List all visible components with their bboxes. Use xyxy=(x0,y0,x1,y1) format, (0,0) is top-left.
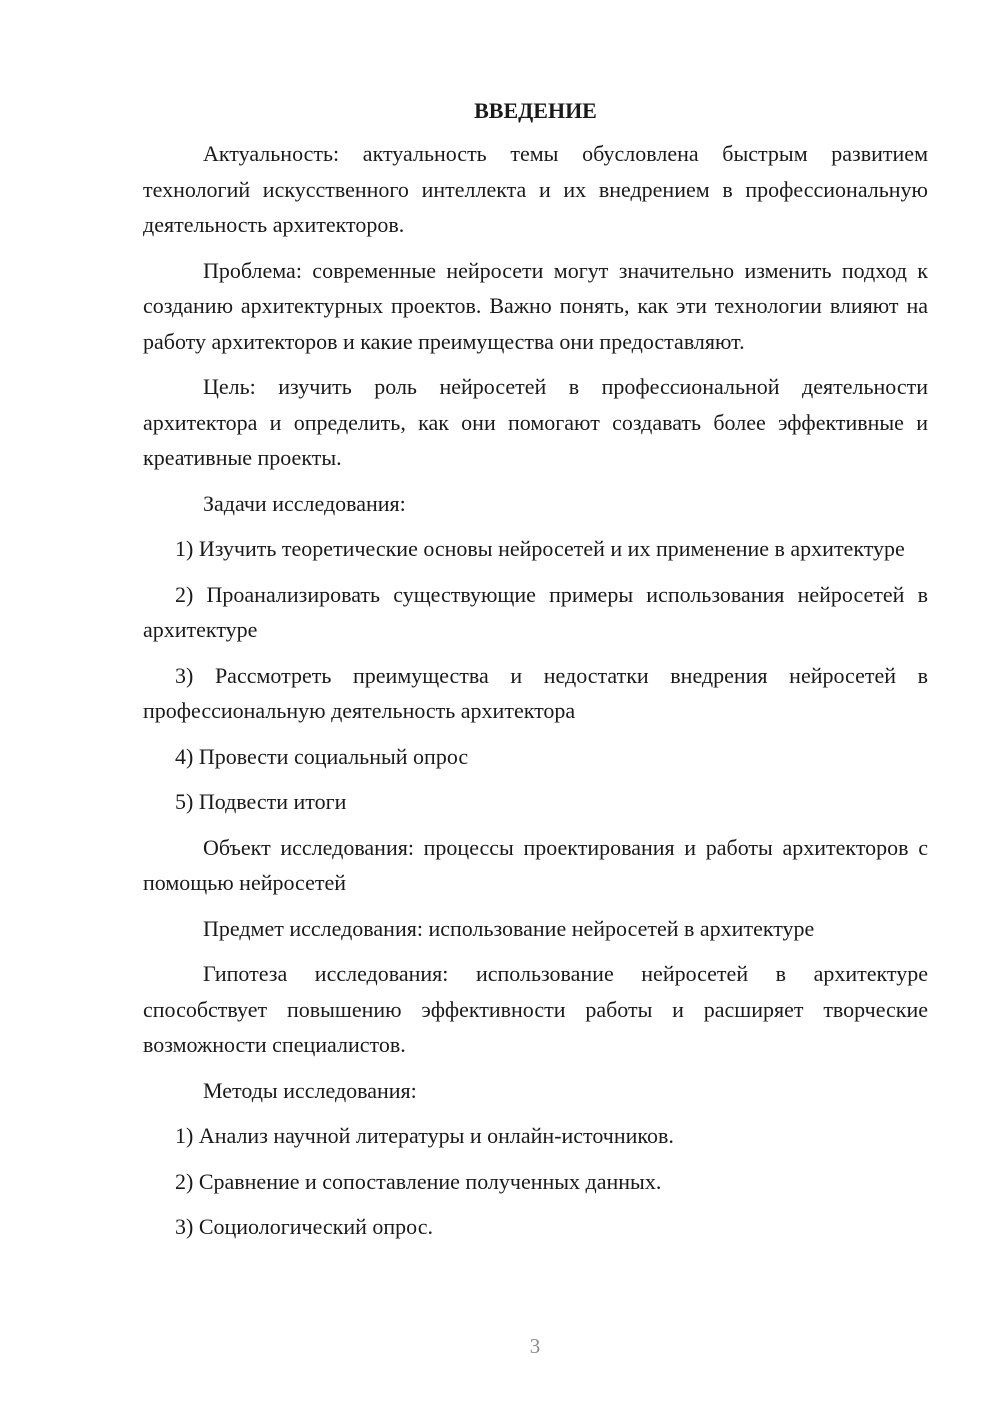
page-number: 3 xyxy=(529,1334,541,1358)
tasks-heading: Задачи исследования: xyxy=(203,490,406,516)
task-item: 5) Подвести итоги xyxy=(175,789,347,814)
methods-heading: Методы исследования: xyxy=(203,1077,417,1103)
page-title: ВВЕДЕНИЕ xyxy=(474,98,597,123)
task-item: 1) Изучить теоретические основы нейросетей и их применение в архитектуре xyxy=(175,536,905,561)
document-page xyxy=(143,96,928,1255)
method-item: 3) Социологический опрос. xyxy=(175,1214,433,1239)
task-item: 3) Рассмотреть преимущества и недостатки внедрения нейросетей в профессиональную деятельность архитектора xyxy=(143,662,928,723)
task-item: 2) Проанализировать существующие примеры использования нейросетей в архитектуре xyxy=(143,581,928,642)
problem-paragraph: Проблема: современные нейросети могут значительно изменить подход к созданию архитектурных проектов. Важно понять, как эти технологии влияют на работу архитекторов и какие преимущества они предоставляют. xyxy=(143,257,928,354)
method-item: 1) Анализ научной литературы и онлайн-источников. xyxy=(175,1123,674,1148)
object-paragraph: Объект исследования: процессы проектирования и работы архитекторов с помощью нейросетей xyxy=(143,834,928,895)
hypothesis-paragraph: Гипотеза исследования: использование нейросетей в архитектуре способствует повышению эффективности работы и расширяет творческие возможности специалистов. xyxy=(143,961,928,1057)
method-item: 2) Сравнение и сопоставление полученных данных. xyxy=(175,1168,662,1194)
task-item: 4) Провести социальный опрос xyxy=(175,743,469,769)
goal-paragraph: Цель: изучить роль нейросетей в профессиональной деятельности архитектора и определить, как они помогают создавать более эффективные и креативные проекты. xyxy=(143,374,928,470)
relevance-paragraph: Актуальность: актуальность темы обусловлена быстрым развитием технологий искусственного интеллекта и их внедрением в профессиональную деятельность архитекторов. xyxy=(143,141,928,237)
subject-paragraph: Предмет исследования: использование нейросетей в архитектуре xyxy=(203,915,815,941)
